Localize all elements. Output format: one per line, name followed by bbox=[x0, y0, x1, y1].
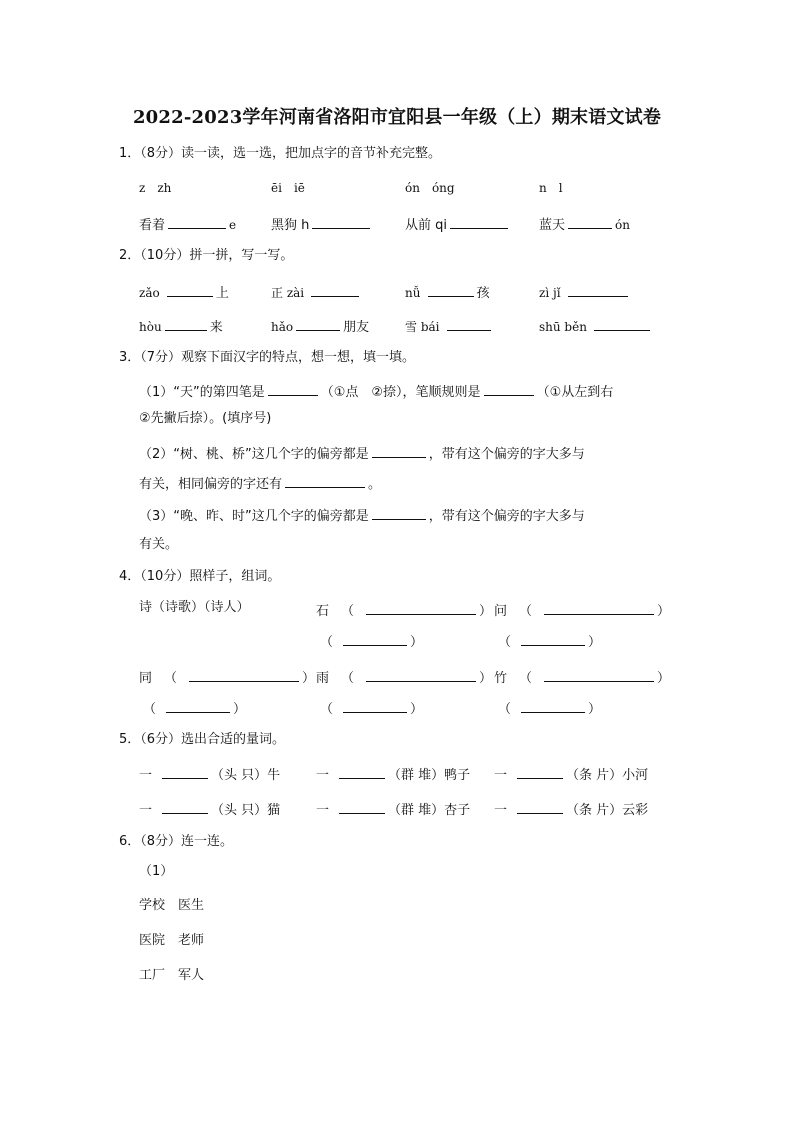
q4-char-zhu bbox=[494, 667, 670, 687]
q2-suffix: 朋友 bbox=[343, 320, 370, 335]
answer-blank[interactable] bbox=[544, 600, 654, 615]
bracket: （ bbox=[341, 604, 355, 619]
bracket: ） bbox=[410, 635, 424, 650]
q1-item-4 bbox=[539, 214, 630, 234]
bracket: （ bbox=[320, 702, 334, 717]
pinyin: hǎo bbox=[271, 320, 294, 334]
answer-blank[interactable] bbox=[447, 316, 491, 331]
q3-part-1 bbox=[139, 381, 613, 401]
q3-text: ，带有这个偏旁的字大多与 bbox=[428, 447, 585, 462]
q5-options: （头 只） bbox=[211, 803, 268, 818]
q2-row1-item-1 bbox=[139, 282, 229, 302]
bracket: ） bbox=[479, 671, 493, 686]
bracket: ） bbox=[302, 671, 316, 686]
bracket: （ bbox=[320, 635, 334, 650]
q5-row2-item-3 bbox=[494, 799, 648, 819]
q5-options: （条 片） bbox=[566, 768, 623, 783]
q4-char: 石 bbox=[316, 604, 330, 619]
q3-text: 有关，相同偏旁的字还有 bbox=[139, 477, 283, 492]
q3-part-2 bbox=[139, 443, 585, 463]
bracket: ） bbox=[479, 604, 493, 619]
q6-subpart: （1） bbox=[139, 864, 174, 879]
q3-text: （1）“天”的第四笔是 bbox=[139, 385, 265, 400]
q3-text: ，带有这个偏旁的字大多与 bbox=[428, 509, 585, 524]
q1-option-1: z zh bbox=[139, 181, 172, 195]
q5-row1-item-3 bbox=[494, 764, 648, 784]
q2-row2-item-2 bbox=[271, 316, 369, 336]
q6-match-row: 工厂 军人 bbox=[139, 968, 205, 983]
bracket: （ bbox=[498, 635, 512, 650]
question-1-heading: 1．（8分）读一读，选一选，把加点字的音节补充完整。 bbox=[119, 146, 442, 161]
answer-blank[interactable] bbox=[343, 698, 407, 713]
answer-blank[interactable] bbox=[312, 214, 370, 229]
answer-blank[interactable] bbox=[166, 698, 230, 713]
answer-blank[interactable] bbox=[343, 631, 407, 646]
q4-tong-second bbox=[143, 698, 246, 718]
q3-text: 。 bbox=[368, 477, 382, 492]
q4-shi-second bbox=[320, 631, 423, 651]
answer-blank[interactable] bbox=[285, 473, 365, 488]
q6-match-row: 医院 老师 bbox=[139, 933, 205, 948]
pinyin: 雪 bái bbox=[405, 320, 440, 334]
answer-blank[interactable] bbox=[162, 764, 208, 779]
q1-item-3 bbox=[405, 214, 511, 234]
q5-row2-item-2 bbox=[316, 799, 470, 819]
answer-blank[interactable] bbox=[517, 764, 563, 779]
answer-blank[interactable] bbox=[428, 282, 474, 297]
bracket: ） bbox=[410, 702, 424, 717]
bracket: ） bbox=[588, 635, 602, 650]
q2-suffix: 孩 bbox=[476, 286, 490, 301]
q5-numeral: 一 bbox=[316, 768, 330, 783]
question-6-heading: 6．（8分）连一连。 bbox=[119, 834, 234, 849]
bracket: ） bbox=[588, 702, 602, 717]
q4-char: 问 bbox=[494, 604, 508, 619]
question-5-heading: 5．（6分）选出合适的量词。 bbox=[119, 732, 286, 747]
q3-part-3 bbox=[139, 505, 585, 525]
q3-part-1-cont: ②先撇后捺）。(填序号) bbox=[139, 411, 272, 426]
bracket: ） bbox=[657, 671, 671, 686]
q5-noun: 小河 bbox=[622, 768, 649, 783]
q1-item-3-word: 从前 qi bbox=[405, 218, 447, 233]
q2-row1-item-2 bbox=[271, 282, 362, 302]
answer-blank[interactable] bbox=[162, 799, 208, 814]
q5-options: （条 片） bbox=[566, 803, 623, 818]
q2-suffix: 上 bbox=[215, 286, 229, 301]
bracket: （ bbox=[519, 604, 533, 619]
q5-options: （头 只） bbox=[211, 768, 268, 783]
answer-blank[interactable] bbox=[450, 214, 508, 229]
q5-numeral: 一 bbox=[494, 768, 508, 783]
q5-row2-item-1 bbox=[139, 799, 280, 819]
question-2-heading: 2．（10分）拼一拼，写一写。 bbox=[119, 248, 294, 263]
pinyin: hòu bbox=[139, 320, 162, 334]
answer-blank[interactable] bbox=[372, 505, 426, 520]
q5-noun: 鸭子 bbox=[444, 768, 471, 783]
q2-row1-item-4 bbox=[539, 282, 631, 302]
q4-wen-second bbox=[498, 631, 601, 651]
answer-blank[interactable] bbox=[594, 316, 650, 331]
q5-noun: 云彩 bbox=[622, 803, 649, 818]
answer-blank[interactable] bbox=[521, 698, 585, 713]
q3-text: （①点 ②捺），笔顺规则是 bbox=[320, 385, 481, 400]
answer-blank[interactable] bbox=[517, 799, 563, 814]
answer-blank[interactable] bbox=[339, 764, 385, 779]
q4-char-shi bbox=[316, 600, 492, 620]
question-3-heading: 3．（7分）观察下面汉字的特点，想一想，填一填。 bbox=[119, 350, 416, 365]
answer-blank[interactable] bbox=[544, 667, 654, 682]
q1-item-1 bbox=[139, 214, 236, 234]
q3-text: （2）“树、桃、桥”这几个字的偏旁都是 bbox=[139, 447, 369, 462]
q4-char: 竹 bbox=[494, 671, 508, 686]
q5-numeral: 一 bbox=[139, 768, 153, 783]
q4-char: 同 bbox=[139, 671, 153, 686]
q1-item-1-word: 看着 bbox=[139, 218, 166, 233]
answer-blank[interactable] bbox=[268, 381, 318, 396]
answer-blank[interactable] bbox=[165, 316, 207, 331]
pinyin: zǎo bbox=[139, 286, 160, 300]
q4-zhu-second bbox=[498, 698, 601, 718]
bracket: （ bbox=[341, 671, 355, 686]
q2-suffix: 来 bbox=[209, 320, 223, 335]
bracket: （ bbox=[143, 702, 157, 717]
q5-numeral: 一 bbox=[316, 803, 330, 818]
answer-blank[interactable] bbox=[366, 600, 476, 615]
q5-noun: 猫 bbox=[267, 803, 281, 818]
answer-blank[interactable] bbox=[568, 282, 628, 297]
q4-yu-second bbox=[320, 698, 423, 718]
q5-numeral: 一 bbox=[494, 803, 508, 818]
answer-blank[interactable] bbox=[521, 631, 585, 646]
page-title: 2022-2023学年河南省洛阳市宜阳县一年级（上）期末语文试卷 bbox=[132, 107, 662, 128]
answer-blank[interactable] bbox=[484, 381, 534, 396]
pinyin: shū běn bbox=[539, 320, 587, 334]
q4-char-tong bbox=[139, 667, 315, 687]
q1-item-2 bbox=[271, 214, 373, 234]
q2-row2-item-3 bbox=[405, 316, 494, 336]
q4-char-yu bbox=[316, 667, 492, 687]
q5-options: （群 堆） bbox=[388, 803, 445, 818]
q3-text: （3）“晚、昨、时”这几个字的偏旁都是 bbox=[139, 509, 369, 524]
bracket: （ bbox=[519, 671, 533, 686]
q3-part-3-cont: 有关。 bbox=[139, 537, 179, 552]
pinyin: zì jǐ bbox=[539, 286, 561, 300]
answer-blank[interactable] bbox=[168, 214, 226, 229]
pinyin: nǚ bbox=[405, 286, 421, 300]
q4-example: 诗（诗歌）（诗人） bbox=[139, 600, 250, 615]
q4-char-wen bbox=[494, 600, 670, 620]
q1-option-2: ēi iē bbox=[271, 181, 305, 195]
answer-blank[interactable] bbox=[311, 282, 359, 297]
q1-option-4: n l bbox=[539, 181, 563, 195]
q2-row2-item-4 bbox=[539, 316, 653, 336]
bracket: ） bbox=[233, 702, 247, 717]
q4-char: 雨 bbox=[316, 671, 330, 686]
q2-row1-item-3 bbox=[405, 282, 490, 302]
q5-noun: 杏子 bbox=[444, 803, 471, 818]
q5-numeral: 一 bbox=[139, 803, 153, 818]
pinyin: 正 zài bbox=[271, 286, 305, 300]
bracket: （ bbox=[498, 702, 512, 717]
bracket: （ bbox=[164, 671, 178, 686]
q5-options: （群 堆） bbox=[388, 768, 445, 783]
q3-text: （①从左到右 bbox=[536, 385, 614, 400]
bracket: ） bbox=[657, 604, 671, 619]
q2-row2-item-1 bbox=[139, 316, 223, 336]
answer-blank[interactable] bbox=[372, 443, 426, 458]
q3-part-2-cont bbox=[139, 473, 381, 493]
answer-blank[interactable] bbox=[339, 799, 385, 814]
q1-option-3: ón óng bbox=[405, 181, 455, 195]
answer-blank[interactable] bbox=[189, 667, 299, 682]
q1-item-4-word: 蓝天 bbox=[539, 218, 566, 233]
q1-item-1-suffix: e bbox=[229, 218, 237, 232]
q5-row1-item-2 bbox=[316, 764, 470, 784]
q1-item-2-word: 黑狗 h bbox=[271, 218, 310, 233]
question-4-heading: 4．（10分）照样子，组词。 bbox=[119, 569, 281, 584]
answer-blank[interactable] bbox=[366, 667, 476, 682]
answer-blank[interactable] bbox=[167, 282, 213, 297]
answer-blank[interactable] bbox=[568, 214, 612, 229]
q5-noun: 牛 bbox=[267, 768, 281, 783]
q5-row1-item-1 bbox=[139, 764, 280, 784]
q1-item-4-suffix: ón bbox=[615, 218, 630, 232]
answer-blank[interactable] bbox=[296, 316, 340, 331]
q6-match-row: 学校 医生 bbox=[139, 898, 205, 913]
